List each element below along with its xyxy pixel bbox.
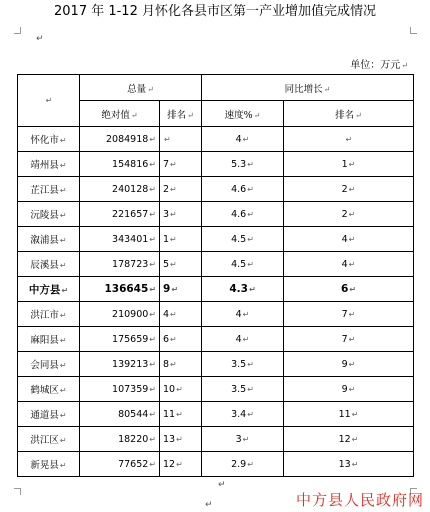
site-watermark: 中方县人民政府网 [295,491,424,509]
region-name-cell [18,202,80,227]
abs-value-cell [80,277,160,302]
rank2-cell-text: 9 [341,383,348,395]
speed-cell [202,152,284,177]
rank-cell-text: 13 [163,433,176,445]
paragraph-mark: ↵ [149,209,156,219]
paragraph-mark: ↵ [45,96,53,105]
paragraph-mark: ↵ [351,409,359,419]
header-corner-cell [18,75,80,127]
paragraph-mark: ↵ [149,409,156,419]
rank-cell [160,377,202,402]
paragraph-mark: ↵ [170,259,177,269]
paragraph-mark: ↵ [176,459,183,469]
paragraph-mark: ↵ [59,386,67,395]
paragraph-mark: ↵ [59,461,67,470]
header-rank [160,101,202,127]
rank2-cell-text: 9 [341,358,348,370]
paragraph-mark: ↵ [149,434,156,444]
region-name-cell-text: 鹤城区 [30,385,59,396]
paragraph-mark: ↵ [170,234,177,244]
paragraph-mark: ↵ [176,434,183,444]
rank-cell-text: 7 [163,158,170,170]
rank-cell-text: 12 [163,458,176,470]
paragraph-mark: ↵ [147,84,154,94]
abs-value-cell-text: 221657 [112,208,149,220]
rank2-cell [284,277,414,302]
table-row [18,302,414,327]
region-name-cell-text: 沅陵县 [30,210,59,221]
paragraph-mark: ↵ [59,186,67,195]
abs-value-cell [80,227,160,252]
speed-cell [202,302,284,327]
paragraph-mark: ↵ [348,184,356,194]
paragraph-mark: ↵ [149,459,156,469]
region-name-cell [18,277,80,302]
region-name-cell-text: 芷江县 [30,185,59,196]
paragraph-mark: ↵ [149,159,156,169]
paragraph-mark: ↵ [323,84,331,94]
paragraph-mark: ↵ [170,159,177,169]
paragraph-mark: ↵ [247,409,254,419]
rank-cell [160,327,202,352]
abs-value-cell [80,202,160,227]
paragraph-mark: ↵ [170,184,177,194]
region-name-cell-text: 麻阳县 [30,335,59,346]
paragraph-mark: ↵ [149,384,156,394]
speed-cell-text: 4.6 [231,183,247,195]
paragraph-mark: ↵ [59,236,67,245]
header-growth-label: 同比增长 [284,83,323,95]
region-name-cell [18,352,80,377]
header-rank2-label: 排名 [335,109,355,121]
abs-value-cell [80,452,160,477]
paragraph-mark: ↵ [345,134,353,144]
region-name-cell [18,227,80,252]
speed-cell [202,177,284,202]
speed-cell [202,452,284,477]
rank-cell-text: 9 [163,283,171,295]
region-name-cell-text: 靖州县 [30,160,59,171]
abs-value-cell-text: 18220 [118,433,149,445]
rank-cell-text: 2 [163,183,170,195]
paragraph-mark: ↵ [247,184,254,194]
paragraph-mark: ↵ [149,134,156,144]
rank-cell [160,352,202,377]
speed-cell-text: 3.5 [231,383,247,395]
rank2-cell [284,127,414,152]
header-speed [202,101,284,127]
paragraph-mark: ↵ [176,409,183,419]
speed-cell [202,202,284,227]
abs-value-cell-text: 210900 [112,308,149,320]
rank2-cell-text: 12 [338,433,351,445]
speed-cell [202,377,284,402]
paragraph-mark: ↵ [149,309,156,319]
crop-mark-top-right [410,27,417,34]
region-name-cell-text: 通道县 [30,410,59,421]
header-growth [202,75,414,101]
document-title: 2017 年 1-12 月怀化各县市区第一产业增加值完成情况 [54,4,376,19]
paragraph-mark: ↵ [176,384,183,394]
table-row [18,152,414,177]
paragraph-mark: ↵ [253,110,261,120]
paragraph-mark: ↵ [149,234,156,244]
rank2-cell [284,327,414,352]
header-total-label: 总量 [127,83,147,95]
paragraph-mark: ↵ [130,110,138,120]
region-name-cell-text: 会同县 [30,360,59,371]
paragraph-mark: ↵ [149,285,156,294]
paragraph-mark: ↵ [242,434,250,444]
rank-cell [160,277,202,302]
speed-cell-text: 4.3 [229,283,248,295]
paragraph-mark: ↵ [61,285,69,295]
abs-value-cell-text: 178723 [112,258,149,270]
table-row [18,252,414,277]
abs-value-cell-text: 2084918 [105,133,149,145]
rank-cell [160,202,202,227]
paragraph-mark: ↵ [247,259,254,269]
speed-cell [202,127,284,152]
paragraph-mark: ↵ [242,134,250,144]
rank-cell [160,402,202,427]
rank-cell-text: 4 [163,308,170,320]
rank-cell [160,177,202,202]
paragraph-mark: ↵ [242,309,250,319]
paragraph-mark: ↵ [59,436,67,445]
speed-cell-text: 3 [235,433,242,445]
rank2-cell [284,352,414,377]
paragraph-mark: ↵ [59,211,67,220]
rank-cell [160,452,202,477]
paragraph-mark: ↵ [59,161,67,170]
paragraph-mark: ↵ [348,309,356,319]
table-row [18,202,414,227]
data-table [17,74,414,477]
abs-value-cell [80,402,160,427]
unit-label [350,56,408,71]
abs-value-cell-text: 175659 [112,333,149,345]
region-name-cell-text: 新晃县 [30,460,59,471]
paragraph-mark: ↵ [170,309,177,319]
paragraph-mark: ↵ [348,209,356,219]
region-name-cell-text: 溆浦县 [30,235,59,246]
paragraph-mark: ↵ [218,480,226,490]
paragraph-mark: ↵ [351,459,359,469]
speed-cell-text: 3.4 [231,408,247,420]
region-name-cell [18,252,80,277]
paragraph-mark: ↵ [170,334,177,344]
rank2-cell-text: 2 [341,208,348,220]
speed-cell-text: 4 [235,308,242,320]
region-name-cell [18,152,80,177]
paragraph-mark: ↵ [348,359,356,369]
rank2-cell [284,227,414,252]
paragraph-mark: ↵ [247,159,254,169]
paragraph-mark: ↵ [355,110,362,120]
region-name-cell [18,302,80,327]
rank2-cell [284,302,414,327]
abs-value-cell-text: 107359 [112,383,149,395]
crop-mark-top-left [14,27,21,34]
rank-cell [160,252,202,277]
rank-cell [160,302,202,327]
speed-cell-text: 4.5 [231,233,247,245]
paragraph-mark: ↵ [247,209,254,219]
speed-cell [202,327,284,352]
paragraph-mark: ↵ [348,334,356,344]
speed-cell-text: 4 [235,133,242,145]
paragraph-mark: ↵ [205,500,213,510]
rank2-cell-text: 4 [341,233,348,245]
paragraph-mark: ↵ [247,234,254,244]
header-abs-value-label: 绝对值 [101,109,130,121]
speed-cell-text: 3.5 [231,358,247,370]
header-speed-label: 速度% [224,109,253,121]
table-row [18,427,414,452]
speed-cell [202,252,284,277]
region-name-cell [18,177,80,202]
rank-cell [160,227,202,252]
table-row [18,327,414,352]
rank2-cell-text: 7 [341,308,348,320]
rank-cell-text: 8 [163,358,170,370]
paragraph-mark: ↵ [149,259,156,269]
paragraph-mark: ↵ [242,334,250,344]
paragraph-mark: ↵ [348,234,356,244]
rank2-cell-text: 11 [338,408,351,420]
rank2-cell [284,177,414,202]
paragraph-mark: ↵ [348,159,356,169]
paragraph-mark: ↵ [36,34,44,44]
paragraph-mark: ↵ [348,259,356,269]
rank-cell [160,127,202,152]
rank2-cell-text: 13 [338,458,351,470]
abs-value-cell [80,252,160,277]
abs-value-cell-text: 77652 [118,458,149,470]
region-name-cell [18,327,80,352]
paragraph-mark: ↵ [247,384,254,394]
region-name-cell [18,452,80,477]
abs-value-cell-text: 154816 [112,158,149,170]
abs-value-cell [80,302,160,327]
region-name-cell-text: 中方县 [28,283,61,296]
unit-label-text: 单位：万元 [350,60,401,71]
paragraph-mark: ↵ [170,209,177,219]
rank2-cell-text: 6 [340,283,349,295]
rank-cell [160,152,202,177]
speed-cell [202,352,284,377]
paragraph-mark: ↵ [171,285,179,294]
paragraph-mark: ↵ [247,459,254,469]
speed-cell-text: 4.6 [231,208,247,220]
rank2-cell-text: 1 [341,158,348,170]
paragraph-mark: ↵ [349,285,356,294]
rank2-cell [284,252,414,277]
table-row [18,377,414,402]
rank-cell [160,427,202,452]
abs-value-cell [80,327,160,352]
header-row-group [18,75,414,101]
table-row [18,452,414,477]
abs-value-cell-text: 240128 [112,183,149,195]
region-name-cell [18,427,80,452]
paragraph-mark: ↵ [59,336,67,345]
abs-value-cell-text: 139213 [112,358,149,370]
table-row [18,177,414,202]
abs-value-cell-text: 343401 [112,233,149,245]
rank2-cell [284,452,414,477]
rank2-cell [284,152,414,177]
abs-value-cell [80,427,160,452]
paragraph-mark: ↵ [59,411,67,420]
rank-cell-text: 5 [163,258,170,270]
abs-value-cell [80,352,160,377]
paragraph-mark: ↵ [59,261,67,270]
rank2-cell [284,427,414,452]
rank2-cell [284,402,414,427]
paragraph-mark: ↵ [248,285,256,294]
table-row [18,352,414,377]
header-total [80,75,202,101]
paragraph-mark: ↵ [149,334,156,344]
speed-cell-text: 4 [235,333,242,345]
region-name-cell [18,127,80,152]
speed-cell [202,227,284,252]
abs-value-cell-text: 136645 [104,283,149,295]
paragraph-mark: ↵ [149,184,156,194]
header-abs-value [80,101,160,127]
region-name-cell [18,377,80,402]
paragraph-mark: ↵ [149,359,156,369]
table-row [18,127,414,152]
rank2-cell-text: 7 [341,333,348,345]
speed-cell [202,427,284,452]
abs-value-cell [80,152,160,177]
paragraph-mark: ↵ [401,61,408,70]
rank-cell-text: 11 [163,408,176,420]
crop-mark-bottom-left [14,488,21,495]
speed-cell-text: 5.3 [231,158,247,170]
rank2-cell-text: 4 [341,258,348,270]
rank2-cell [284,377,414,402]
rank-cell-text: 3 [163,208,170,220]
paragraph-mark: ↵ [170,359,177,369]
speed-cell-text: 4.5 [231,258,247,270]
rank-cell-text: 10 [163,383,176,395]
header-rank-label: 排名 [167,109,187,121]
speed-cell [202,402,284,427]
region-name-cell-text: 辰溪县 [30,260,59,271]
abs-value-cell [80,177,160,202]
abs-value-cell [80,377,160,402]
abs-value-cell-text: 80544 [118,408,149,420]
table-row [18,277,414,302]
rank2-cell [284,202,414,227]
table-row [18,227,414,252]
table-row [18,402,414,427]
paragraph-mark: ↵ [247,359,254,369]
paragraph-mark: ↵ [59,136,67,145]
rank-cell-text: 1 [163,233,170,245]
paragraph-mark: ↵ [59,311,67,320]
paragraph-mark: ↵ [59,361,67,370]
region-name-cell [18,402,80,427]
paragraph-mark: ↵ [351,434,359,444]
paragraph-mark: ↵ [187,110,194,120]
abs-value-cell [80,127,160,152]
paragraph-mark: ↵ [164,134,171,144]
speed-cell-text: 2.9 [231,458,247,470]
header-rank2 [284,101,414,127]
rank2-cell-text: 2 [341,183,348,195]
region-name-cell-text: 洪江区 [30,435,59,446]
region-name-cell-text: 怀化市 [30,135,59,146]
speed-cell [202,277,284,302]
paragraph-mark: ↵ [348,384,356,394]
region-name-cell-text: 洪江市 [30,310,59,321]
rank-cell-text: 6 [163,333,170,345]
